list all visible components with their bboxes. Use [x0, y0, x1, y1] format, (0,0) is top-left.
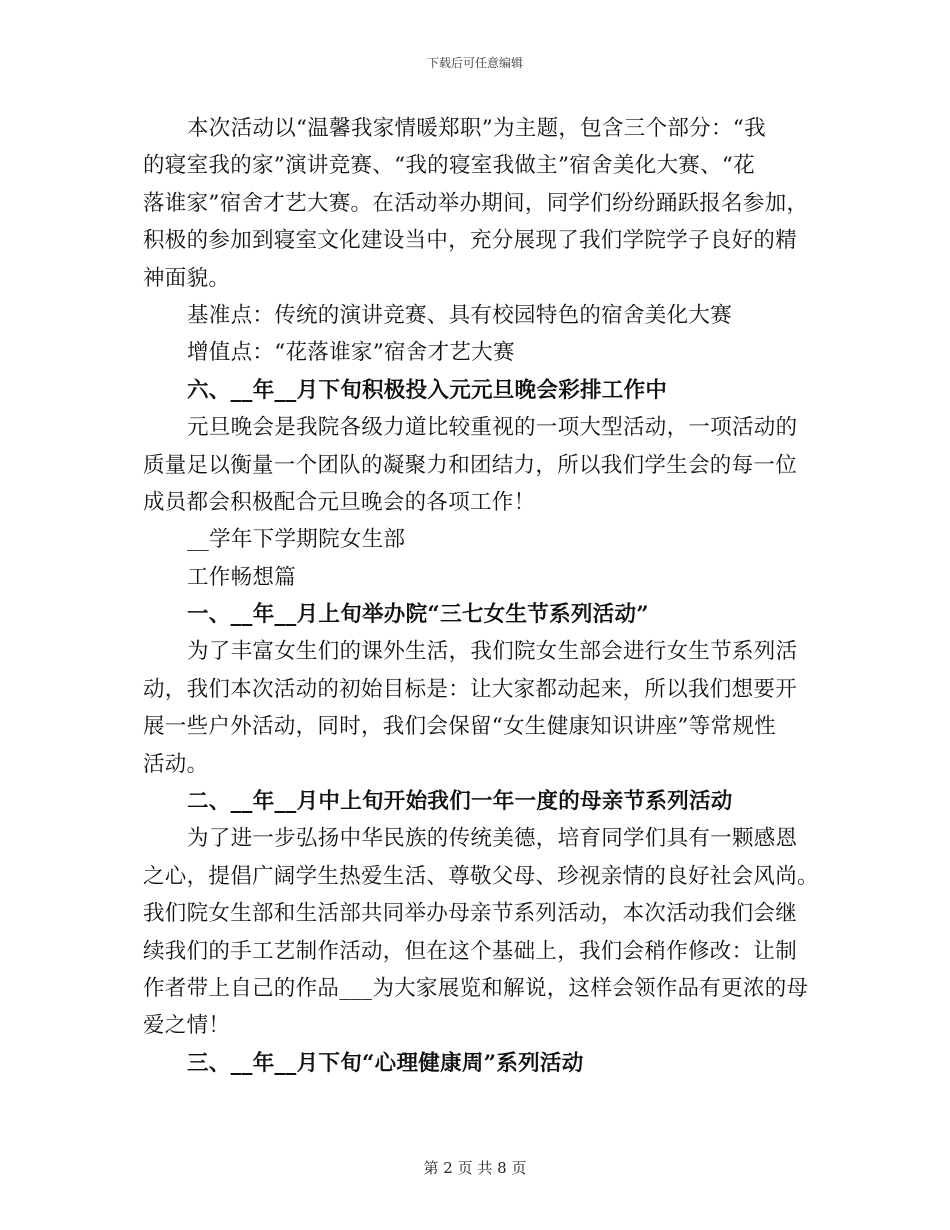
page-footer: 第 2 页 共 8 页 — [423, 1159, 527, 1177]
paragraph-line: 为了进一步弘扬中华民族的传统美德，培育同学们具有一颗感恩 — [187, 826, 798, 852]
paragraph-line: 成员都会积极配合元旦晚会的各项工作！ — [143, 489, 536, 515]
paragraph-line: 的寝室我的家”演讲竞赛、“我的寝室我做主”宿舍美化大赛、“花 — [143, 153, 755, 179]
paragraph-line: 基准点：传统的演讲竞赛、具有校园特色的宿舍美化大赛 — [187, 302, 733, 328]
paragraph-line: 爱之情！ — [143, 1013, 231, 1039]
paragraph-line: 动，我们本次活动的初始目标是：让大家都动起来，所以我们想要开 — [143, 676, 798, 702]
paragraph-line: 我们院女生部和生活部共同举办母亲节系列活动，本次活动我们会继 — [143, 901, 798, 927]
paragraph-line: 增值点：“花落谁家”宿舍才艺大赛 — [187, 340, 515, 366]
paragraph-line: 工作畅想篇 — [187, 564, 297, 590]
section-heading: 六、__年__月下旬积极投入元元旦晚会彩排工作中 — [187, 377, 668, 403]
paragraph-line: 神面貌。 — [143, 265, 231, 291]
document-body — [143, 110, 819, 1082]
section-heading: 二、__年__月中上旬开始我们一年一度的母亲节系列活动 — [187, 789, 733, 815]
paragraph-line: 积极的参加到寝室文化建设当中，充分展现了我们学院学子良好的精 — [143, 228, 798, 254]
paragraph-line: 质量足以衡量一个团队的凝聚力和团结力，所以我们学生会的每一位 — [143, 452, 798, 478]
section-heading: 一、__年__月上旬举办院“三七女生节系列活动” — [187, 602, 649, 628]
paragraph-line: 续我们的手工艺制作活动，但在这个基础上，我们会稍作修改：让制 — [143, 938, 798, 964]
section-heading: 三、__年__月下旬“心理健康周”系列活动 — [187, 1050, 584, 1076]
paragraph-line: 展一些户外活动，同时，我们会保留“女生健康知识讲座”等常规性 — [143, 714, 776, 740]
paragraph-line: 元旦晚会是我院各级力道比较重视的一项大型活动，一项活动的 — [187, 415, 798, 441]
paragraph-line: 本次活动以“温馨我家情暖郑职”为主题，包含三个部分：“我 — [187, 116, 766, 141]
paragraph-line: __学年下学期院女生部 — [187, 527, 406, 553]
paragraph-line: 作者带上自己的作品___为大家展览和解说，这样会领作品有更浓的母 — [143, 975, 809, 1001]
paragraph-line: 活动。 — [143, 751, 209, 777]
paragraph-line: 为了丰富女生们的课外生活，我们院女生部会进行女生节系列活 — [187, 639, 798, 665]
paragraph-line: 落谁家”宿舍才艺大赛。在活动举办期间，同学们纷纷踊跃报名参加， — [143, 190, 809, 216]
page-header: 下载后可任意编辑 — [426, 56, 523, 70]
paragraph-line: 之心，提倡广阔学生热爱生活、尊敬父母、珍视亲情的良好社会风尚。 — [143, 863, 819, 889]
